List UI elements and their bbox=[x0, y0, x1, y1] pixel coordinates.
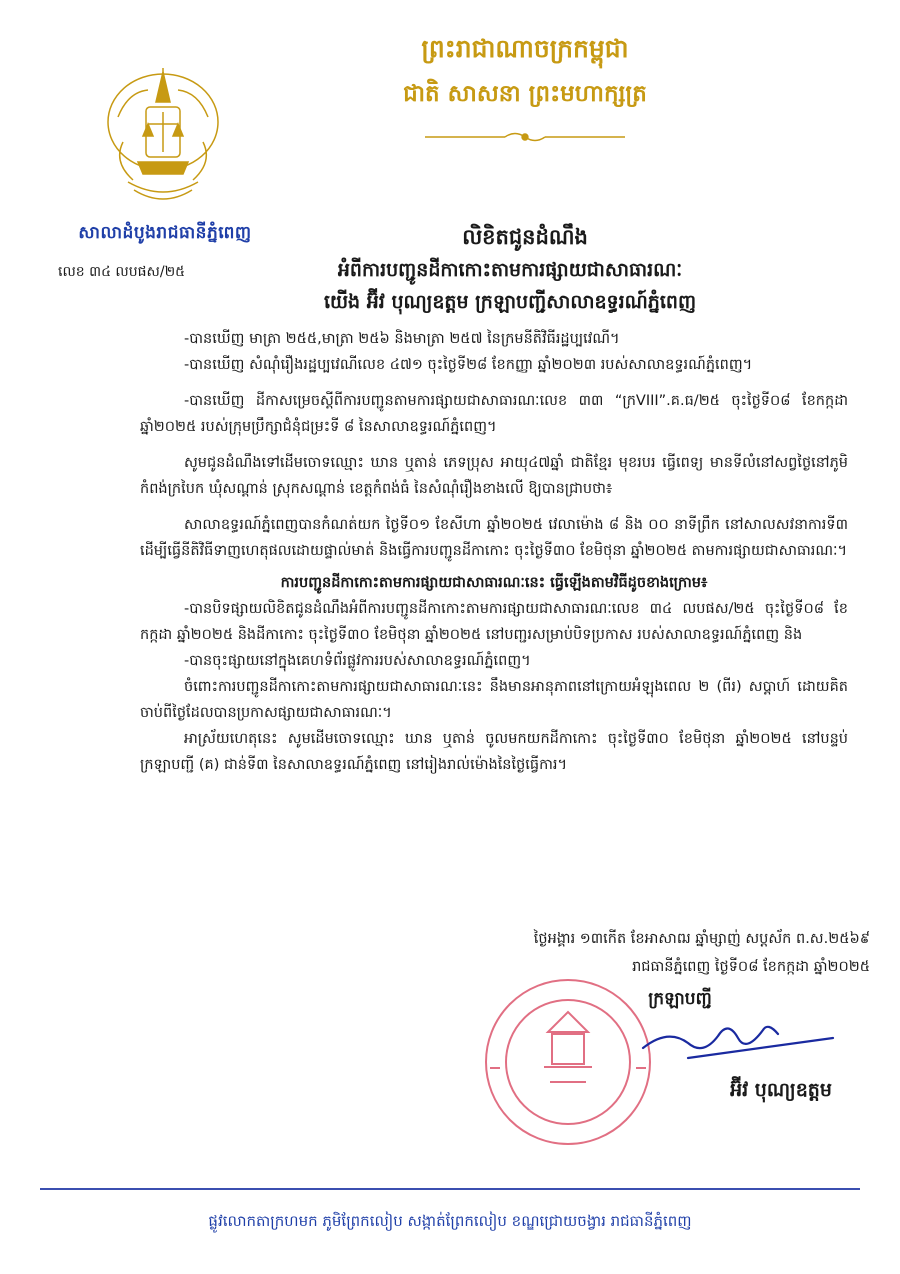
paragraph: ចំពោះការបញ្ជូនដីកាកោះតាមការផ្សាយជាសាធារណៈនេះ នឹងមានអានុភាពនៅក្រោយអំឡុងពេល ២ (ពីរ) សប្ដាហ៍ ដោយគិតចាប់ពីថ្ងៃដែលបានប្រកាសផ្សាយជាសាធារណៈ។ bbox=[140, 679, 848, 721]
paragraph: -បានបិទផ្សាយលិខិតជូនដំណឹងអំពីការបញ្ជូនដីកាកោះតាមការផ្សាយជាសាធារណៈលេខ ៣៤ លបផស/២៥ ចុះថ្ងៃទី០៨ ខែកក្កដា ឆ្នាំ២០២៥ និងដីកាកោះ ចុះថ្ងៃទី៣០ ខែមិថុនា ឆ្នាំ២០២៥ នៅបញ្ជរសម្រាប់បិទប្រកាស របស់សាលាឧទ្ធរណ៍ភ្នំពេញ និង bbox=[140, 601, 848, 643]
paragraph: -បានឃើញ សំណុំរឿងរដ្ឋប្បវេណីលេខ ៤៧១ ចុះថ្ងៃទី២៨ ខែកញ្ញា ឆ្នាំ២០២៣ របស់សាលាឧទ្ធរណ៍ភ្នំពេញ។ bbox=[184, 357, 753, 373]
footer-address: ផ្លូវលោកតាក្រហមក ភូមិព្រែកលៀប សង្កាត់ព្រែកលៀប ខណ្ឌជ្រោយចង្វារ រាជធានីភ្នំពេញ bbox=[208, 1212, 692, 1230]
footer-divider bbox=[40, 1188, 860, 1190]
document-subject: អំពីការបញ្ជូនដីកាកោះតាមការផ្សាយជាសាធារណៈ bbox=[337, 259, 683, 281]
document-issuer: យើង អ៊ីវ បុណ្យឧត្ដម ក្រឡាបញ្ជីសាលាឧទ្ធរណ៍ភ្នំពេញ bbox=[323, 291, 697, 313]
paragraph: -បានចុះផ្សាយនៅក្នុងគេហទំព័រផ្លូវការរបស់សាលាឧទ្ធរណ៍ភ្នំពេញ។ bbox=[184, 653, 531, 669]
kingdom-heading: ព្រះរាជាណាចក្រកម្ពុជា bbox=[421, 34, 629, 63]
document-title: លិខិតជូនដំណឹង bbox=[462, 225, 588, 249]
paragraph: សូមជូនដំណឹងទៅដើមចោទឈ្មោះ ឃាន ឬតាន់ ភេទប្រុស អាយុ៤៧ឆ្នាំ ជាតិខ្មែរ មុខរបរ ធ្វើពេទ្យ មានទីលំនៅសព្វថ្ងៃនៅភូមិកំពង់ក្របៃក ឃុំសណ្ដាន់ ស្រុកសណ្ដាន់ ខេត្តកំពង់ធំ នៃសំណុំរឿងខាងលើ ឱ្យបានជ្រាបថា៖ bbox=[140, 455, 848, 497]
paragraph: សាលាឧទ្ធរណ៍ភ្នំពេញបានកំណត់យក ថ្ងៃទី០១ ខែសីហា ឆ្នាំ២០២៥ វេលាម៉ោង ៨ និង ០០ នាទីព្រឹក នៅសាលសវនាការទី៣ ដើម្បីធ្វើនីតិវិធីទាញហេតុផលដោយផ្ទាល់មាត់ និងធ្វើការបញ្ជូនដីកាកោះ ចុះថ្ងៃទី៣០ ខែមិថុនា ឆ្នាំ២០២៥ តាមការផ្សាយជាសាធារណៈ។ bbox=[140, 517, 848, 559]
court-emblem-logo bbox=[98, 62, 228, 212]
paragraph-heading: ការបញ្ជូនដីកាកោះតាមការផ្សាយជាសាធារណៈនេះ ធ្វើឡើងតាមវិធីដូចខាងក្រោម៖ bbox=[280, 575, 708, 591]
national-motto: ជាតិ សាសនា ព្រះមហាក្សត្រ bbox=[403, 81, 647, 107]
document-number: លេខ ៣៤ លបផស/២៥ bbox=[58, 264, 186, 280]
place-and-date: រាជធានីភ្នំពេញ ថ្ងៃទី០៨ ខែកក្កដា ឆ្នាំ២០២៥ bbox=[632, 959, 870, 975]
ornament-divider bbox=[415, 128, 635, 146]
paragraph: -បានឃើញ ដីកាសម្រេចស្ដីពីការបញ្ជូនតាមការផ្សាយជាសាធារណៈលេខ ៣៣ “ក្រVIII”.គ.ធ/២៥ ចុះថ្ងៃទី០៨ ខែកក្កដា ឆ្នាំ២០២៥ របស់ក្រុមប្រឹក្សាជំនុំជម្រះទី ៨ នៃសាលាឧទ្ធរណ៍ភ្នំពេញ។ bbox=[140, 393, 848, 435]
paragraph: -បានឃើញ មាត្រា ២៥៥,មាត្រា ២៥៦ និងមាត្រា ២៥៧ នៃក្រមនីតិវិធីរដ្ឋប្បវេណី។ bbox=[184, 331, 620, 347]
handwritten-signature bbox=[628, 1008, 838, 1068]
court-name: សាលាដំបូងរាជធានីភ្នំពេញ bbox=[78, 223, 252, 243]
signer-name: អ៊ីវ បុណ្យឧត្ដម bbox=[730, 1079, 832, 1101]
paragraph: អាស្រ័យហេតុនេះ សូមដើមចោទឈ្មោះ ឃាន ឬតាន់ ចូលមកយកដីកាកោះ ចុះថ្ងៃទី៣០ ខែមិថុនា ឆ្នាំ២០២៥ នៅបន្ទប់ក្រឡាបញ្ជី (គ) ជាន់ទី៣ នៃសាលាឧទ្ធរណ៍ភ្នំពេញ នៅរៀងរាល់ម៉ោងនៃថ្ងៃធ្វើការ។ bbox=[140, 731, 848, 773]
signer-title: ក្រឡាបញ្ជី bbox=[648, 989, 712, 1009]
document-body bbox=[140, 326, 848, 778]
lunar-date: ថ្ងៃអង្គារ ១៣កើត ខែអាសាឍ ឆ្នាំម្សាញ់ សប្តស័ក ព.ស.២៥៦៩ bbox=[533, 931, 870, 947]
